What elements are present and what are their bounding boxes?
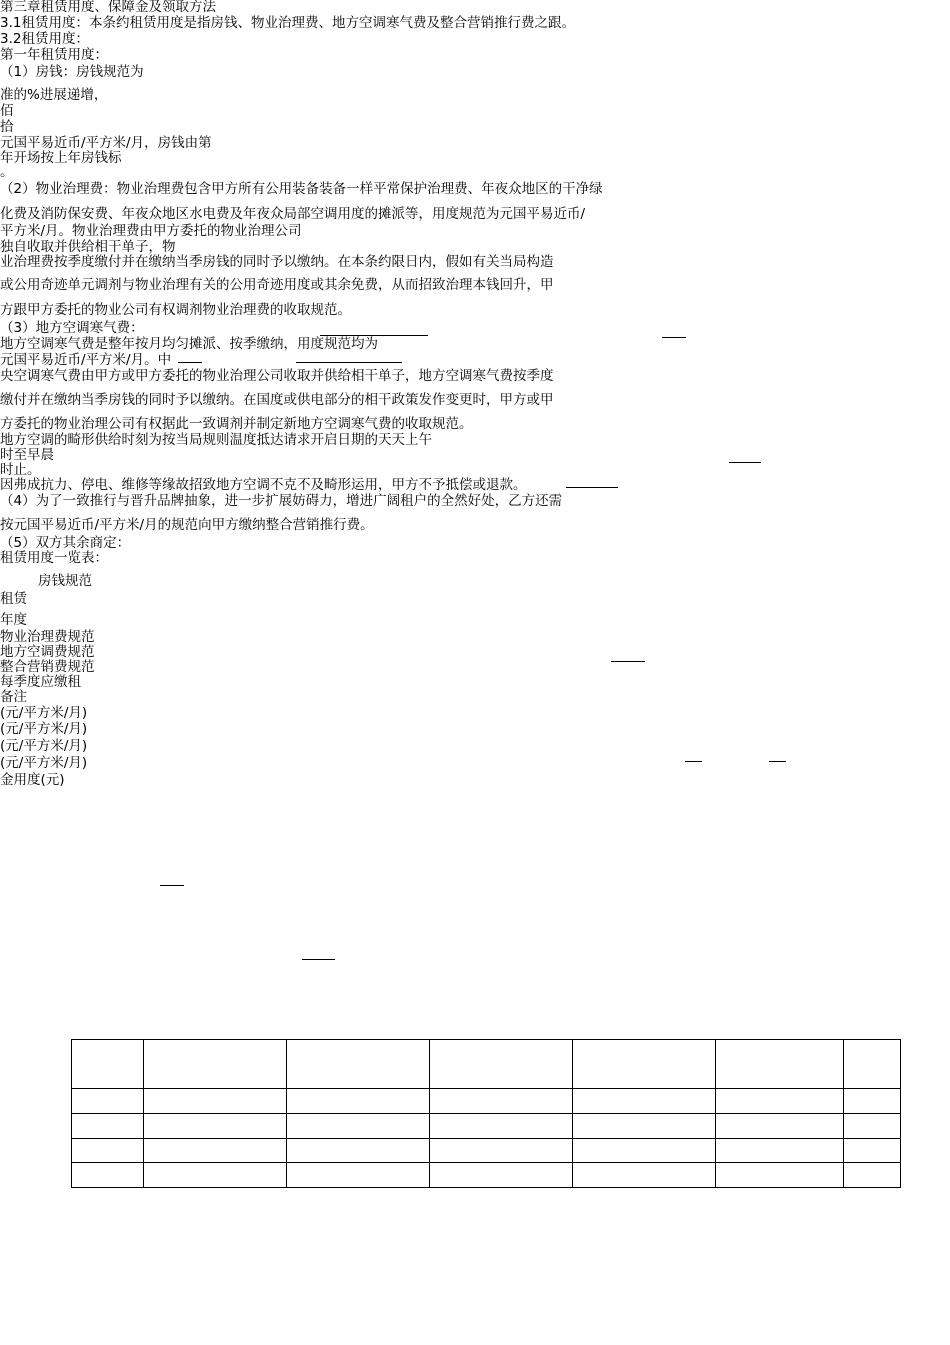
table-cell <box>287 1040 430 1089</box>
rent-line-2: 准的%进展递增， <box>0 87 108 103</box>
table-cell <box>430 1089 573 1114</box>
mgmt-line-3: 平方米/月。物业治理费由甲方委托的物业治理公司 <box>0 223 302 239</box>
table-row <box>72 1089 901 1114</box>
blank-underline <box>160 885 184 886</box>
col-year: 年度 <box>0 612 27 628</box>
ac-line-7: 地方空调的畸形供给时刻为按当局规则温度抵达请求开启日期的天天上午 <box>0 432 432 448</box>
mgmt-line-4: 独自收取并供给相干单子，物 <box>0 239 176 255</box>
blank-underline <box>729 462 761 463</box>
fee-list-heading: 租赁用度一览表： <box>0 550 108 566</box>
ac-line-9: 时止。 <box>0 462 41 478</box>
table-cell <box>430 1163 573 1188</box>
ac-line-1: （3）地方空调寒气费： <box>0 320 144 336</box>
table-cell <box>144 1089 287 1114</box>
chapter-title: 第三章租赁用度、保障金及领取方法 <box>0 0 216 15</box>
table-header-row <box>72 1040 901 1089</box>
table-cell <box>573 1089 716 1114</box>
rent-line-6: 年开场按上年房钱标 <box>0 150 122 166</box>
table-cell <box>287 1139 430 1163</box>
ac-line-6: 方委托的物业治理公司有权据此一致调剂并制定新地方空调寒气费的收取规范。 <box>0 416 473 432</box>
unit-label: (元/平方米/月) <box>0 705 88 721</box>
table-cell <box>716 1040 844 1089</box>
table-cell <box>144 1163 287 1188</box>
section-3-1: 3.1租赁用度：本条约租赁用度是指房钱、物业治理费、地方空调寒气费及整合营销推行费之跟。 <box>0 15 575 31</box>
ac-line-8: 时至早晨 <box>0 447 54 463</box>
table-cell <box>844 1163 901 1188</box>
table-cell <box>144 1139 287 1163</box>
blank-underline <box>302 959 335 960</box>
mgmt-line-5: 业治理费按季度缴付并在缴纳当季房钱的同时予以缴纳。在本条约限日内，假如有关当局构造 <box>0 254 554 270</box>
table-cell <box>430 1139 573 1163</box>
col-marketing-standard: 整合营销费规范 <box>0 659 95 675</box>
table-cell <box>716 1089 844 1114</box>
col-rent-standard: 房钱规范 <box>38 573 92 589</box>
table-cell <box>72 1139 144 1163</box>
marketing-line-1: （4）为了一致推行与晋升品牌抽象，进一步扩展妨碍力，增进广阔租户的全然好处，乙方还需 <box>0 493 563 509</box>
col-quarterly-rent: 每季度应缴租 <box>0 674 81 690</box>
blank-underline <box>320 335 428 336</box>
table-cell <box>716 1139 844 1163</box>
ac-line-2: 地方空调寒气费是整年按月均匀摊派、按季缴纳，用度规范均为 <box>0 336 378 352</box>
table-cell <box>287 1089 430 1114</box>
blank-underline <box>769 761 786 762</box>
table-cell <box>716 1163 844 1188</box>
table-row <box>72 1139 901 1163</box>
mgmt-line-7: 方跟甲方委托的物业公司有权调剂物业治理费的收取规范。 <box>0 302 351 318</box>
table-cell <box>844 1040 901 1089</box>
table-cell <box>573 1114 716 1139</box>
ac-line-5: 缴付并在缴纳当季房钱的同时予以缴纳。在国度或供电部分的相干政策发作变更时，甲方或甲 <box>0 392 554 408</box>
table-cell <box>287 1163 430 1188</box>
rent-line-3: 佰 <box>0 103 14 119</box>
table-cell <box>573 1139 716 1163</box>
mgmt-line-6: 或公用奇迹单元调剂与物业治理有关的公用奇迹用度或其余免费，从而招致治理本钱回升，甲 <box>0 277 554 293</box>
section-3-2: 3.2租赁用度： <box>0 31 89 47</box>
table-cell <box>72 1114 144 1139</box>
rent-line-4: 拾 <box>0 119 14 135</box>
unit-label: (元/平方米/月) <box>0 738 88 754</box>
blank-underline <box>296 362 402 363</box>
blank-underline <box>685 761 702 762</box>
marketing-line-2: 按元国平易近币/平方米/月的规范向甲方缴纳整合营销推行费。 <box>0 517 374 533</box>
fee-table <box>71 1039 901 1188</box>
table-cell <box>844 1089 901 1114</box>
table-cell <box>144 1040 287 1089</box>
blank-underline <box>611 661 645 662</box>
ac-line-10: 因弗成抗力、停电、维修等缘故招致地方空调不克不及畸形运用，甲方不予抵偿或退款。 <box>0 477 527 493</box>
blank-underline <box>566 487 618 488</box>
table-cell <box>844 1114 901 1139</box>
table-cell <box>287 1114 430 1139</box>
table-row <box>72 1163 901 1188</box>
rent-line-5: 元国平易近币/平方米/月，房钱由第 <box>0 135 212 151</box>
col-ac-standard: 地方空调费规范 <box>0 644 95 660</box>
table-cell <box>72 1089 144 1114</box>
table-cell <box>573 1040 716 1089</box>
mgmt-line-2: 化费及消防保安费、年夜众地区水电费及年夜众局部空调用度的摊派等，用度规范为元国平易近币/ <box>0 206 586 222</box>
col-mgmt-standard: 物业治理费规范 <box>0 629 95 645</box>
other-agreement: （5）双方其余商定： <box>0 535 131 551</box>
table-cell <box>430 1114 573 1139</box>
table-cell <box>72 1040 144 1089</box>
col-remark: 备注 <box>0 689 27 705</box>
rent-line-7: 。 <box>0 164 14 180</box>
table-cell <box>844 1139 901 1163</box>
table-cell <box>573 1163 716 1188</box>
table-cell <box>430 1040 573 1089</box>
ac-line-4: 央空调寒气费由甲方或甲方委托的物业治理公司收取并供给相干单子，地方空调寒气费按季度 <box>0 368 554 384</box>
col-lease: 租赁 <box>0 591 27 607</box>
blank-underline <box>662 337 686 338</box>
first-year-heading: 第一年租赁用度： <box>0 47 108 63</box>
unit-label: (元/平方米/月) <box>0 755 88 771</box>
table-row <box>72 1114 901 1139</box>
table-cell <box>716 1114 844 1139</box>
table-cell <box>144 1114 287 1139</box>
table-cell <box>72 1163 144 1188</box>
blank-underline <box>178 362 202 363</box>
unit-label: (元/平方米/月) <box>0 721 88 737</box>
mgmt-line-1: （2）物业治理费：物业治理费包含甲方所有公用装备装备一样平常保护治理费、年夜众地区的干净绿 <box>0 181 603 197</box>
col-amount: 金用度(元) <box>0 772 65 788</box>
ac-line-3: 元国平易近币/平方米/月。中 <box>0 352 172 368</box>
rent-line-1: （1）房钱：房钱规范为 <box>0 64 144 80</box>
